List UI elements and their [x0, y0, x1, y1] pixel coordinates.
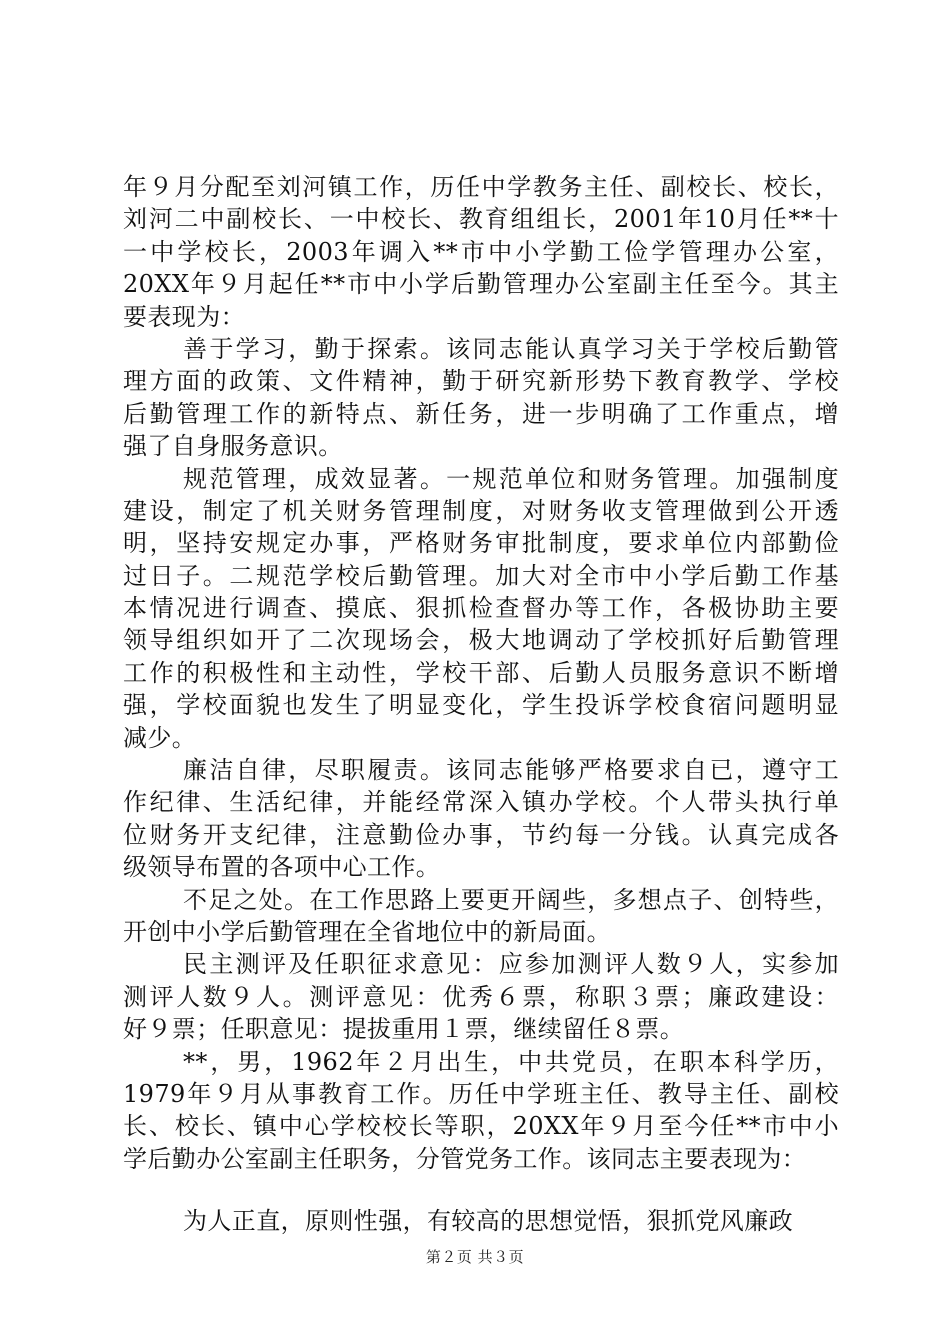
- text-line: 善于学习，勤于探索。该同志能认真学习关于学校后勤管: [183, 334, 839, 363]
- page-footer: 第２页 共３页: [425, 1248, 525, 1266]
- paragraph: [123, 1205, 839, 1237]
- text-line: **，男，1962年２月出生，中共党员，在职本科学历，: [183, 1047, 839, 1076]
- text-line: 规范管理，成效显著。一规范单位和财务管理。加强制度: [183, 464, 839, 493]
- text-line: 一中学校长，2003年调入**市中小学勤工俭学管理办公室，: [123, 237, 839, 266]
- text-line: 开创中小学后勤管理在全省地位中的新局面。: [123, 917, 611, 946]
- text-line: 学后勤办公室副主任职务，分管党务工作。该同志主要表现为：: [123, 1144, 807, 1173]
- text-line: 减少。: [123, 723, 197, 752]
- text-line: 民主测评及任职征求意见：应参加测评人数９人，实参加: [183, 950, 839, 979]
- text-line: 测评人数９人。测评意见：优秀６票，称职３票；廉政建设：: [123, 982, 839, 1011]
- paragraph: [123, 754, 839, 884]
- text-line: 年９月分配至刘河镇工作，历任中学教务主任、副校长、校长，: [123, 173, 839, 201]
- text-line: 要表现为：: [123, 302, 245, 331]
- text-line: 长、校长、镇中心学校校长等职，20XX年９月至今任**市中小: [123, 1112, 839, 1141]
- paragraph: [123, 884, 839, 949]
- text-line: 作纪律、生活纪律，并能经常深入镇办学校。个人带头执行单: [123, 788, 839, 817]
- text-line: 好９票；任职意见：提拔重用１票，继续留任８票。: [123, 1015, 685, 1044]
- text-line: 为人正直，原则性强，有较高的思想觉悟，狠抓党风廉政: [183, 1207, 793, 1236]
- text-line: 明，坚持安规定办事，严格财务审批制度，要求单位内部勤俭: [123, 529, 839, 558]
- text-line: 领导组织如开了二次现场会，极大地调动了学校抓好后勤管理: [123, 626, 839, 655]
- text-line: 1979年９月从事教育工作。历任中学班主任、教导主任、副校: [123, 1079, 839, 1108]
- paragraph: [123, 948, 839, 1045]
- text-line: 强了自身服务意识。: [123, 432, 343, 461]
- text-line: 廉洁自律，尽职履责。该同志能够严格要求自已，遵守工: [183, 756, 839, 785]
- paragraph-gap: [123, 1175, 839, 1205]
- text-line: 强，学校面貌也发生了明显变化，学生投诉学校食宿问题明显: [123, 691, 839, 720]
- paragraph: [123, 1046, 839, 1176]
- text-line: 级领导布置的各项中心工作。: [123, 853, 441, 882]
- paragraph: [123, 171, 839, 333]
- text-line: 工作的积极性和主动性，学校干部、后勤人员服务意识不断增: [123, 658, 839, 687]
- text-line: 本情况进行调查、摸底、狠抓检查督办等工作，各极协助主要: [123, 594, 839, 623]
- text-line: 建设，制定了机关财务管理制度，对财务收支管理做到公开透: [123, 496, 839, 525]
- text-line: 位财务开支纪律，注意勤俭办事，节约每一分钱。认真完成各: [123, 820, 839, 849]
- text-line: 不足之处。在工作思路上要更开阔些，多想点子、创特些，: [183, 885, 839, 914]
- document-body: [123, 171, 839, 1238]
- text-line: 20XX年９月起任**市中小学后勤管理办公室副主任至今。其主: [123, 270, 839, 299]
- text-line: 理方面的政策、文件精神，勤于研究新形势下教育教学、学校: [123, 367, 839, 396]
- text-line: 过日子。二规范学校后勤管理。加大对全市中小学后勤工作基: [123, 561, 839, 590]
- paragraph: [123, 333, 839, 463]
- text-line: 刘河二中副校长、一中校长、教育组组长，2001年10月任**十: [123, 205, 839, 234]
- paragraph: [123, 463, 839, 755]
- text-line: 后勤管理工作的新特点、新任务，进一步明确了工作重点，增: [123, 399, 839, 428]
